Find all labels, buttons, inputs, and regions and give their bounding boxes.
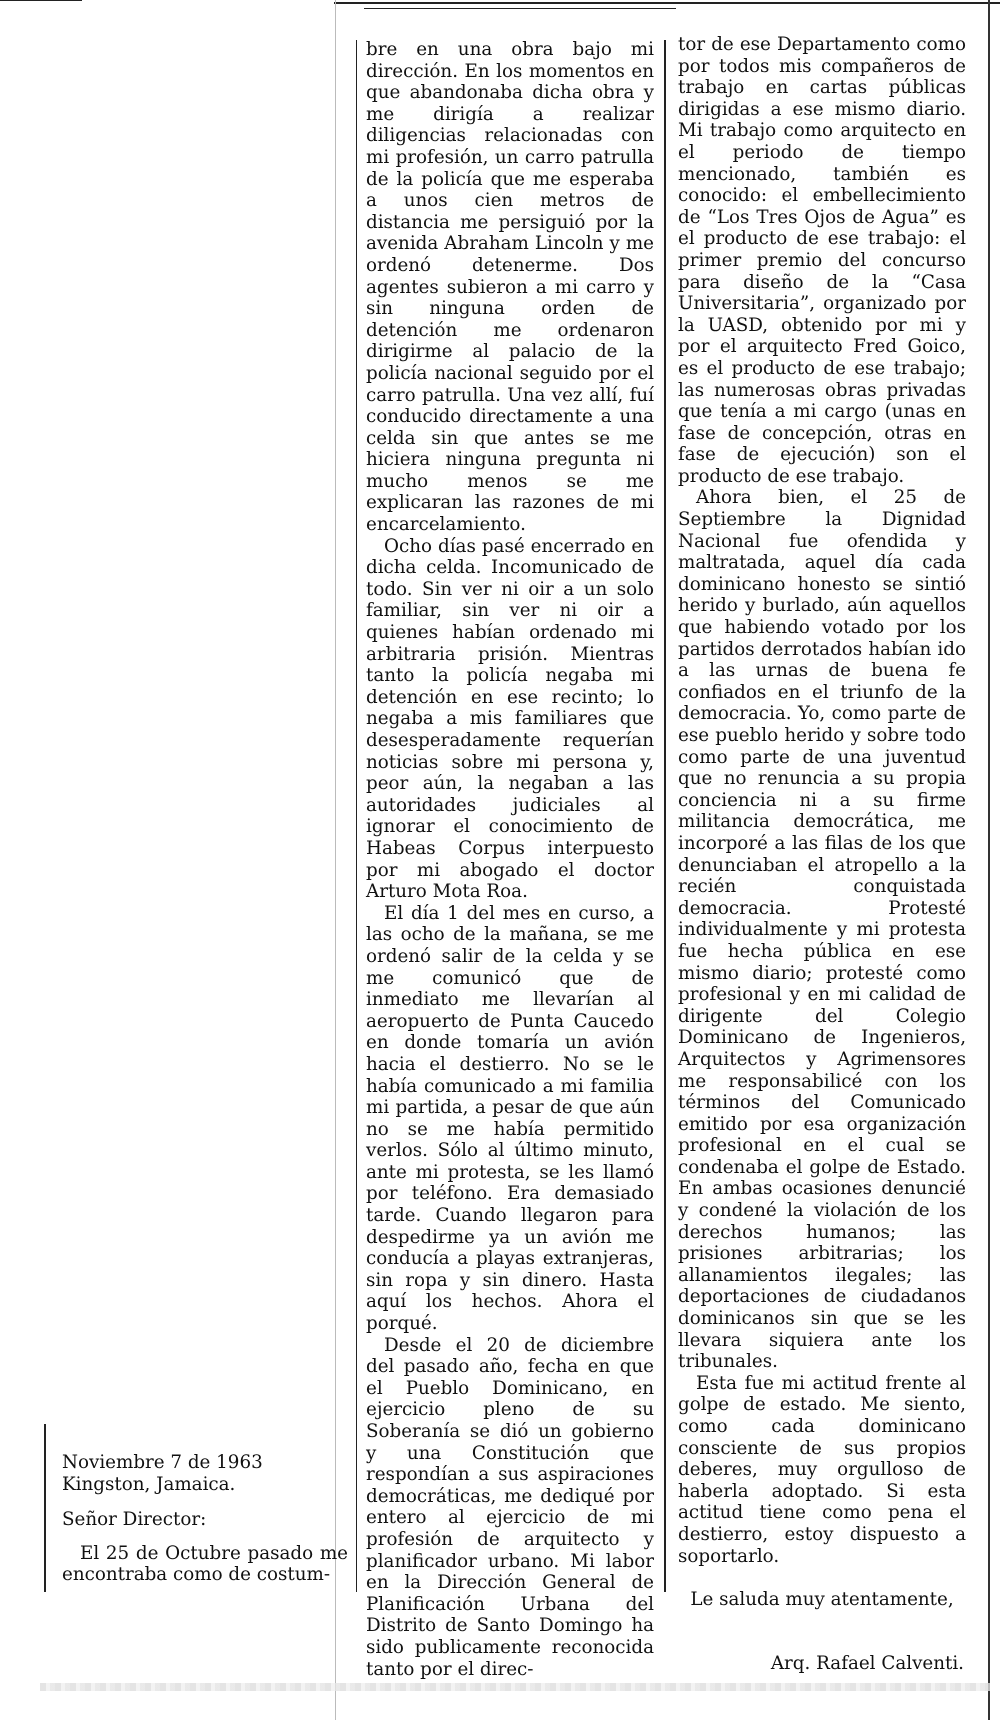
dateline-place: Kingston, Jamaica.	[62, 1473, 236, 1495]
col1-col2-divider	[356, 40, 357, 1592]
right-edge-rule	[988, 0, 990, 1720]
paragraph: Ahora bien, el 25 de Septiembre la Dignidad Nacional fue ofendida y maltratada, aquel día cada dominicano honesto se sintió herido y burlado, aún aquellos que habiendo votado por los partidos derrotados habían ido a las urnas de buena fe confiados en el triunfo de la democracia. Yo, como parte de ese pueblo herido y sobre todo como parte de una juventud que no renuncia a su propia conciencia ni a su firme militancia democrática, me incorporé a las filas de los que denunciaban el atropello a la recién conquistada democracia. Protesté individualmente y mi protesta fue hecha pública en ese mismo diario; protesté como profesional y en mi calidad de dirigente del Colegio Dominicano de Ingenieros, Arquitectos y Agrimensores me responsabilicé con los términos del Comunicado emitido por esa organización profesional en el cual se condenaba el golpe de Estado. En ambas ocasiones denuncié y condené la violación de los derechos humanos; las prisiones arbitrarias; los allanamientos ilegales; las deportaciones de ciudadanos dominicanos sin que se les llevara siquiera ante los tribunales.	[678, 487, 966, 1373]
paragraph: Esta fue mi actitud frente al golpe de estado. Me siento, como cada dominicano consciente de sus propios deberes, muy orgulloso de haberla adoptado. Si esta actitud tiene como pena el destierro, estoy dispuesto a soportarlo.	[678, 1372, 966, 1567]
paragraph: El 25 de Octubre pasado me encontraba como de costum-	[62, 1542, 348, 1586]
scan-artifact	[40, 1683, 990, 1691]
top-rule-secondary	[364, 8, 676, 9]
signature: Arq. Rafael Calventi.	[770, 1652, 964, 1674]
top-left-rule	[0, 0, 82, 1]
dateline-date: Noviembre 7 de 1963	[62, 1452, 263, 1473]
col2-col3-divider	[664, 40, 666, 1592]
paragraph: El día 1 del mes en curso, a las ocho de la mañana, se me ordenó salir de la celda y se me comunicó que de inmediato me llevarían al aeropuerto de Punta Caucedo en donde tomaría un avión hacia el destierro. No se le había comunicado a mi familia mi partida, a pesar de que aún no se me había permitido verlos. Sólo al último minuto, ante mi protesta, se les llamó por teléfono. Era demasiado tarde. Cuando llegaron para despedirme ya un avión me conducía a playas extranjeras, sin ropa y sin dinero. Hasta aquí los hechos. Ahora el porqué.	[366, 902, 654, 1335]
col1-left-rule	[44, 1424, 46, 1592]
letter-column-1	[62, 1452, 348, 1586]
letter-column-3	[678, 34, 966, 1674]
closing: Le saluda muy atentamente,	[690, 1589, 954, 1611]
top-rule	[334, 2, 1000, 4]
salutation: Señor Director:	[62, 1509, 207, 1531]
paragraph: Ocho días pasé encerrado en dicha celda. Incomunicado de todo. Sin ver ni oir a un solo familiar, sin ver ni oir a quienes habían ordenado mi arbitraria prisión. Mientras tanto la policía negaba mi detención en ese recinto; lo negaba a mis familiares que desesperadamente requerían noticias sobre mi persona y, peor aún, la negaban a las autoridades judiciales al ignorar el conocimiento de Habeas Corpus interpuesto por mi abogado el doctor Arturo Mota Roa.	[366, 535, 654, 903]
paragraph: bre en una obra bajo mi dirección. En los momentos en que abandonaba dicha obra y me dirigía a realizar diligencias relacionadas con mi profesión, un carro patrulla de la policía que me esperaba a unos cien metros de distancia me persiguió por la avenida Abraham Lincoln y me ordenó detenerme. Dos agentes subieron a mi carro y sin ninguna orden de detención me ordenaron dirigirme al palacio de la policía nacional seguido por el carro patrulla. Una vez allí, fuí conducido directamente a una celda sin que antes se me hiciera ninguna pregunta ni mucho menos se me explicaran las razones de mi encarcelamiento.	[366, 39, 654, 536]
paragraph: tor de ese Departamento como por todos mis compañeros de trabajo en cartas públicas dirigidas a ese mismo diario. Mi trabajo como arquitecto en el periodo de tiempo mencionado, también es conocido: el embellecimiento de “Los Tres Ojos de Agua” es el producto de ese trabajo: el primer premio del concurso para diseño de la “Casa Universitaria”, organizado por la UASD, obtenido por mi y por el arquitecto Fred Goico, es el producto de ese trabajo; las numerosas obras privadas que tenía a mi cargo (unas en fase de concepción, otras en fase de ejecución) son el producto de ese trabajo.	[678, 34, 966, 487]
letter-column-2	[366, 39, 654, 1680]
paragraph: Desde el 20 de diciembre del pasado año, fecha en que el Pueblo Dominicano, en ejercicio pleno de su Soberanía se dió un gobierno y una Constitución que respondían a sus aspiraciones democráticas, me dediqué por entero al ejercicio de mi profesión de arquitecto y planificador urbano. Mi labor en la Dirección General de Planificación Urbana del Distrito de Santo Domingo ha sido publicamente reconocida tanto por el direc-	[366, 1334, 654, 1680]
